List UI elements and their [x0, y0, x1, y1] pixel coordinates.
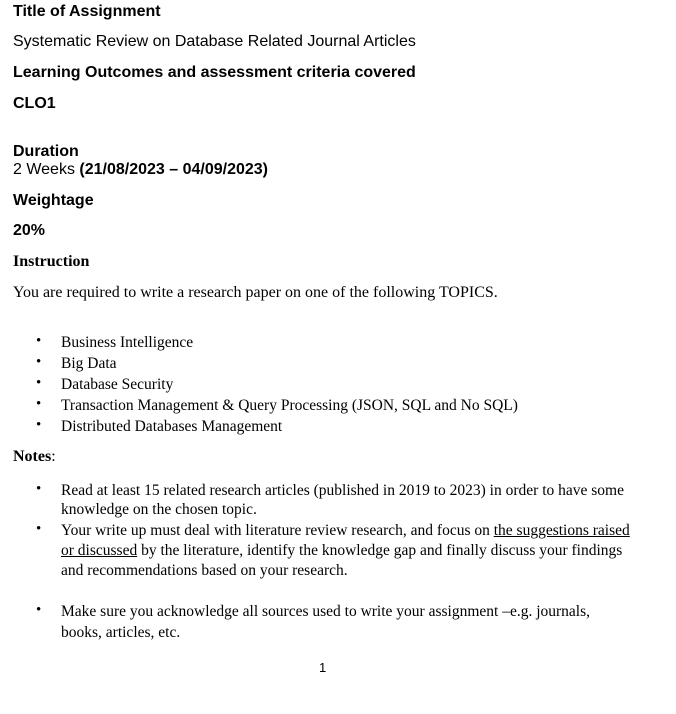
topic-item: Distributed Databases Management [61, 418, 283, 435]
note-item-line: and recommendations based on your research. [61, 562, 348, 579]
bullet-icon: • [36, 375, 42, 391]
note-underlined-text: or discussed [61, 542, 138, 559]
note-item-line: books, articles, etc. [61, 624, 181, 641]
notes-heading: Notes [13, 448, 52, 465]
bullet-icon: • [36, 602, 42, 618]
note-underlined-text: the suggestions raised [493, 522, 630, 539]
note-item-line [61, 521, 630, 541]
notes-colon: : [51, 448, 56, 465]
bullet-icon: • [36, 333, 42, 349]
topic-item: Transaction Management & Query Processing (JSON, SQL and No SQL) [61, 397, 518, 414]
bullet-icon: • [36, 481, 42, 497]
title-value: Systematic Review on Database Related Journal Articles [13, 33, 416, 50]
duration-dates: (21/08/2023 – 04/09/2023) [79, 161, 269, 178]
note-text: Your write up must deal with literature review research, and focus on [61, 522, 494, 539]
bullet-icon: • [36, 396, 42, 412]
bullet-icon: • [36, 417, 42, 433]
topic-item: Business Intelligence [61, 334, 194, 351]
note-item-line: Read at least 15 related research articles (published in 2019 to 2023) in order to have some [61, 482, 624, 499]
instruction-heading: Instruction [13, 253, 90, 270]
outcomes-value: CLO1 [13, 95, 56, 112]
note-text: by the literature, identify the knowledge gap and finally discuss your findings [137, 542, 623, 559]
duration-line [13, 161, 268, 179]
weightage-heading: Weightage [13, 192, 94, 209]
duration-prefix: 2 Weeks [13, 161, 80, 178]
bullet-icon: • [36, 521, 42, 537]
topic-item: Database Security [61, 376, 174, 393]
duration-heading: Duration [13, 143, 79, 160]
bullet-icon: • [36, 354, 42, 370]
page-number: 1 [319, 660, 327, 675]
topic-item: Big Data [61, 355, 117, 372]
outcomes-heading: Learning Outcomes and assessment criteria covered [13, 64, 416, 81]
note-item-line: knowledge on the chosen topic. [61, 501, 257, 518]
note-item-line [61, 541, 622, 561]
notes-heading-line [13, 448, 56, 466]
note-item-line: Make sure you acknowledge all sources used to write your assignment –e.g. journals, [61, 603, 591, 620]
weightage-value: 20% [13, 222, 46, 239]
instruction-text: You are required to write a research paper on one of the following TOPICS. [13, 284, 498, 301]
title-heading: Title of Assignment [13, 3, 161, 20]
